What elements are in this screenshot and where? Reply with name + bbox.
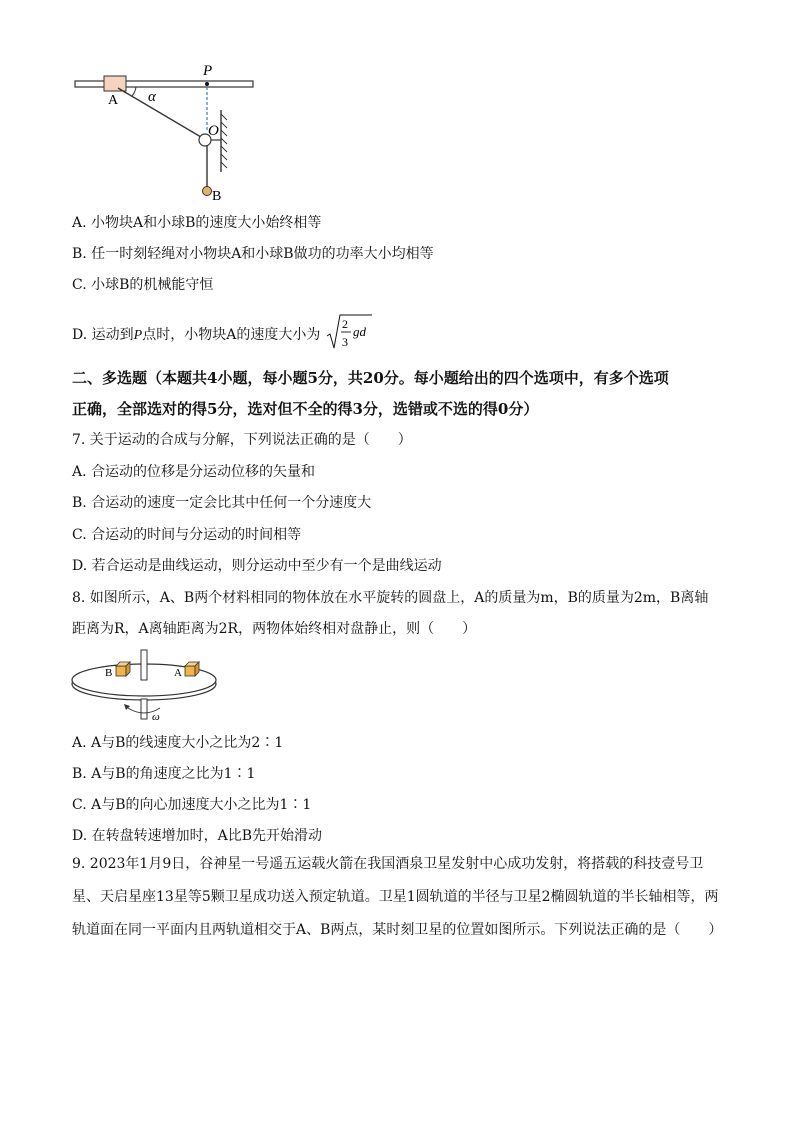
q8-option-b: B. A与B的角速度之比为1∶1	[72, 766, 256, 782]
horizontal-rod	[75, 81, 253, 87]
ball-b	[203, 187, 212, 196]
section2-heading-line1: 二、多选题（本题共4小题，每小题5分，共20分。每小题给出的四个选项中，有多个选项	[72, 369, 669, 387]
angle-arc	[132, 87, 136, 96]
q7-option-a: A. 合运动的位移是分运动位移的矢量和	[72, 464, 316, 480]
label-a: A	[108, 93, 119, 108]
frac-denominator: 3	[341, 335, 348, 349]
q6-option-a: A. 小物块A和小球B的速度大小始终相等	[72, 215, 322, 231]
rope-segment	[118, 88, 206, 140]
turntable-label-b: B	[105, 667, 113, 679]
q8-stem-line2: 距离为R，A离轴距离为2R，两物体始终相对盘静止，则（ ）	[72, 621, 477, 637]
label-alpha: α	[148, 89, 156, 105]
axis-top	[141, 650, 147, 680]
turntable-label-omega: ω	[152, 711, 160, 723]
q8-option-d: D. 在转盘转速增加时，A比B先开始滑动	[72, 828, 323, 844]
wall-hatch	[221, 114, 227, 168]
q8-option-c: C. A与B的向心加速度大小之比为1∶1	[72, 797, 312, 813]
q6-d-sqrt-formula	[325, 312, 373, 352]
label-b: B	[212, 189, 222, 204]
point-p	[205, 82, 209, 86]
q9-stem: 9. 2023年1月9日，谷神星一号遥五运载火箭在我国酒泉卫星发射中心成功发射，将搭载的科技壹号卫星、天启星座13星等5颗卫星成功送入预定轨道。卫星1圆轨道的半径与卫星2椭圆轨道的半长轴相等，两轨道面在同一平面内且两轨道相交于A、B两点，某时刻卫星的位置如图所示。下列说法正确的是（ ）	[72, 856, 723, 938]
block-a	[104, 76, 126, 91]
section2-heading-line2: 正确，全部选对的得5分，选对但不全的得3分，选错或不选的得0分）	[72, 400, 539, 418]
q6-d-mid: 点时，小物块A的速度大小为	[142, 327, 321, 343]
q8-option-a: A. A与B的线速度大小之比为2∶1	[72, 735, 284, 751]
label-o: O	[208, 123, 219, 139]
q7-option-d: D. 若合运动是曲线运动，则分运动中至少有一个是曲线运动	[72, 558, 442, 574]
q7-stem: 7. 关于运动的合成与分解，下列说法正确的是（ ）	[72, 432, 412, 448]
q6-option-b: B. 任一时刻轻绳对小物块A和小球B做功的功率大小均相等	[72, 246, 434, 262]
q7-option-b: B. 合运动的速度一定会比其中任何一个分速度大	[72, 495, 372, 511]
q6-option-d	[72, 318, 373, 352]
q7-option-c: C. 合运动的时间与分运动的时间相等	[72, 527, 302, 543]
axis-bottom	[141, 699, 147, 719]
q8-stem-line1: 8. 如图所示，A、B两个材料相同的物体放在水平旋转的圆盘上，A的质量为m，B的质量为2m，B离轴	[72, 590, 709, 606]
frac-numerator: 2	[341, 317, 348, 331]
turntable-label-a: A	[174, 667, 182, 679]
gd-symbol: gd	[352, 324, 366, 339]
figure-block-pulley	[70, 60, 270, 205]
block-b-cube	[116, 662, 130, 676]
q6-d-prefix: D. 运动到	[72, 327, 134, 343]
q6-option-c: C. 小球B的机械能守恒	[72, 277, 214, 293]
figure-turntable	[68, 646, 228, 724]
label-p: P	[203, 63, 213, 79]
q6-d-point-p: P	[133, 328, 143, 343]
block-a-cube	[185, 662, 199, 676]
